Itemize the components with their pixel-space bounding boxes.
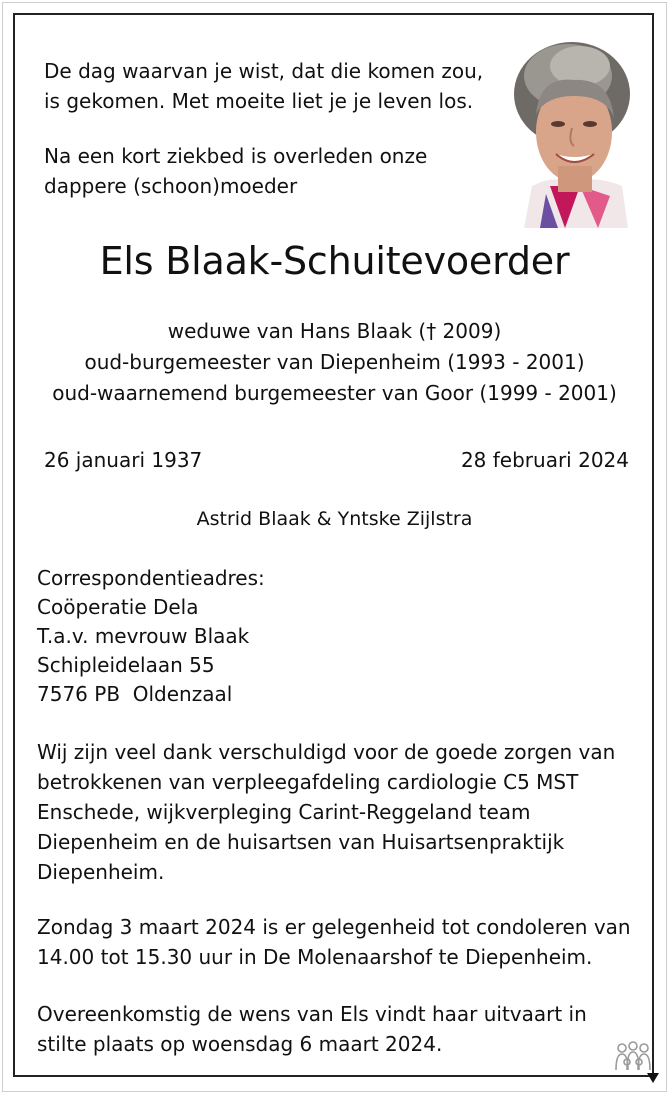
portrait-photo-icon [510,36,632,228]
roles-list [0,316,669,409]
thanks-line: Wij zijn veel dank verschuldigd voor de goede zorgen van [37,740,616,764]
deceased-name: Els Blaak-Schuitevoerder [99,239,570,283]
intro-line: De dag waarvan je wist, dat die komen zou, [44,59,484,83]
signers: Astrid Blaak & Yntske Zijlstra [196,508,473,530]
address-line: 7576 PB Oldenzaal [37,682,233,706]
address-line: Schipleidelaan 55 [37,653,215,677]
intro-line: Na een kort ziekbed is overleden onze [44,144,428,168]
role-line: oud-waarnemend burgemeester van Goor (1999 - 2001) [52,381,617,405]
birth-date: 26 januari 1937 [44,448,203,472]
funeral-line: Overeenkomstig de wens van Els vindt haar uitvaart in [37,1002,587,1026]
condolence-line: Zondag 3 maart 2024 is er gelegenheid tot condoleren van [37,915,631,939]
intro-poem [44,56,483,116]
intro-line: dappere (schoon)moeder [44,174,298,198]
thanks-paragraph [37,737,615,887]
intro-announcement [44,141,427,201]
thanks-line: Diepenheim en de huisartsen van Huisartsenpraktijk [37,830,565,854]
condolence-paragraph [37,912,631,972]
funeral-paragraph [37,999,587,1059]
death-date: 28 februari 2024 [460,448,629,472]
role-line: oud-burgemeester van Diepenheim (1993 - 2001) [84,350,585,374]
role-line: weduwe van Hans Blaak († 2009) [167,319,502,343]
address-line: Correspondentieadres: [37,566,265,590]
intro-line: is gekomen. Met moeite liet je je leven los. [44,89,474,113]
triangle-down-icon[interactable] [646,1071,660,1085]
thanks-line: betrokkenen van verpleegafdeling cardiologie C5 MST [37,770,579,794]
correspondence-address [37,564,265,709]
thanks-line: Diepenheim. [37,860,165,884]
thanks-line: Enschede, wijkverpleging Carint-Reggeland team [37,800,531,824]
address-line: Coöperatie Dela [37,595,199,619]
address-line: T.a.v. mevrouw Blaak [37,624,250,648]
funeral-line: stilte plaats op woensdag 6 maart 2024. [37,1032,443,1056]
condolence-line: 14.00 tot 15.30 uur in De Molenaarshof te Diepenheim. [37,945,593,969]
